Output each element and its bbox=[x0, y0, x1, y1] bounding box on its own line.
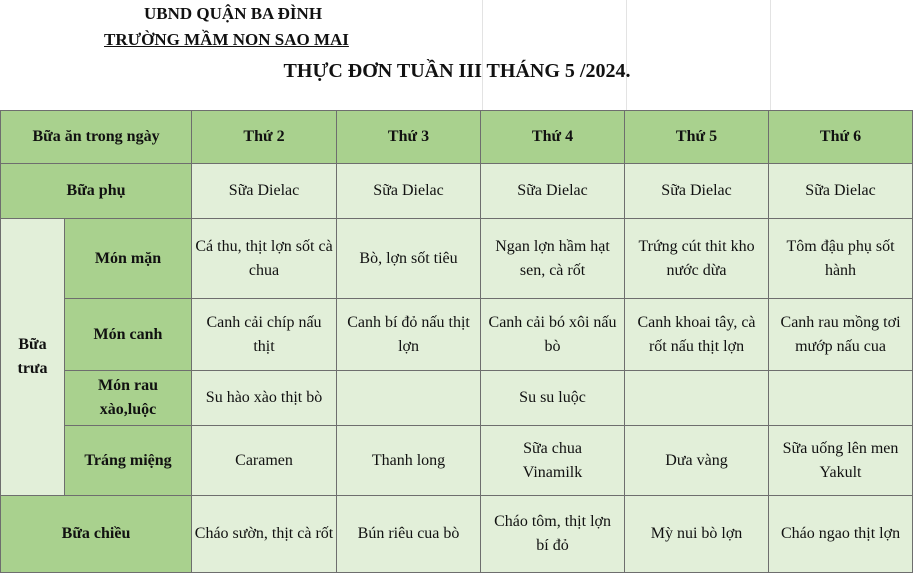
menu-cell: Sữa Dielac bbox=[192, 164, 337, 219]
menu-cell: Canh khoai tây, cà rốt nấu thịt lợn bbox=[625, 299, 769, 371]
day-header: Thứ 4 bbox=[481, 111, 625, 164]
menu-cell bbox=[625, 371, 769, 426]
menu-cell: Ngan lợn hầm hạt sen, cà rốt bbox=[481, 219, 625, 299]
menu-cell: Canh cải bó xôi nấu bò bbox=[481, 299, 625, 371]
org-name: UBND QUẬN BA ĐÌNH bbox=[144, 4, 323, 23]
menu-cell: Su hào xào thịt bò bbox=[192, 371, 337, 426]
trang-mieng-row bbox=[1, 426, 913, 496]
day-header: Thứ 3 bbox=[337, 111, 481, 164]
dish-label: Món mặn bbox=[65, 219, 192, 299]
meal-label: Bữa phụ bbox=[1, 164, 192, 219]
day-header: Thứ 2 bbox=[192, 111, 337, 164]
menu-cell: Tôm đậu phụ sốt hành bbox=[769, 219, 913, 299]
menu-cell: Mỳ nui bò lợn bbox=[625, 496, 769, 573]
menu-cell bbox=[337, 371, 481, 426]
mon-rau-row bbox=[1, 371, 913, 426]
menu-cell: Canh bí đỏ nấu thịt lợn bbox=[337, 299, 481, 371]
menu-cell: Bún riêu cua bò bbox=[337, 496, 481, 573]
menu-table bbox=[0, 110, 913, 573]
menu-cell: Trứng cút thit kho nước dừa bbox=[625, 219, 769, 299]
menu-cell: Cháo ngao thịt lợn bbox=[769, 496, 913, 573]
dish-label-text: Món rau xào,luộc bbox=[98, 377, 158, 418]
header-row bbox=[1, 111, 913, 164]
menu-cell bbox=[481, 496, 625, 573]
menu-cell: Sữa Dielac bbox=[481, 164, 625, 219]
menu-cell: Thanh long bbox=[337, 426, 481, 496]
faint-gridline bbox=[482, 0, 483, 110]
school-name: TRƯỜNG MẦM NON SAO MAI bbox=[104, 30, 349, 49]
bua-phu-row bbox=[1, 164, 913, 219]
menu-cell: Caramen bbox=[192, 426, 337, 496]
menu-cell-text: Cháo tôm, thịt lợn bí đỏ bbox=[494, 513, 611, 554]
menu-title: THỰC ĐƠN TUẦN III THÁNG 5 /2024. bbox=[283, 60, 631, 82]
faint-gridline bbox=[626, 0, 627, 110]
bua-chieu-row bbox=[1, 496, 913, 573]
day-header: Thứ 5 bbox=[625, 111, 769, 164]
meal-label: Bữa chiều bbox=[1, 496, 192, 573]
dish-label bbox=[65, 371, 192, 426]
menu-cell: Canh rau mồng tơi mướp nấu cua bbox=[769, 299, 913, 371]
menu-cell: Canh cải chíp nấu thịt bbox=[192, 299, 337, 371]
mon-canh-row bbox=[1, 299, 913, 371]
dish-label: Tráng miệng bbox=[65, 426, 192, 496]
menu-cell: Cháo sườn, thịt cà rốt bbox=[192, 496, 337, 573]
faint-gridline bbox=[770, 0, 771, 110]
menu-cell-text: Sữa chua Vinamilk bbox=[522, 439, 583, 481]
menu-cell: Sữa uống lên men Yakult bbox=[769, 426, 913, 496]
mon-man-row bbox=[1, 219, 913, 299]
menu-cell: Dưa vàng bbox=[625, 426, 769, 496]
menu-cell bbox=[481, 426, 625, 496]
dish-label: Món canh bbox=[65, 299, 192, 371]
day-header: Thứ 6 bbox=[769, 111, 913, 164]
meal-label bbox=[1, 219, 65, 496]
menu-cell bbox=[769, 371, 913, 426]
corner-label: Bữa ăn trong ngày bbox=[1, 111, 192, 164]
menu-cell: Bò, lợn sốt tiêu bbox=[337, 219, 481, 299]
menu-cell: Sữa Dielac bbox=[337, 164, 481, 219]
menu-cell: Sữa Dielac bbox=[625, 164, 769, 219]
meal-label-text: Bữa trưa bbox=[17, 336, 48, 377]
menu-cell: Sữa Dielac bbox=[769, 164, 913, 219]
menu-cell: Su su luộc bbox=[481, 371, 625, 426]
menu-cell: Cá thu, thịt lợn sốt cà chua bbox=[192, 219, 337, 299]
